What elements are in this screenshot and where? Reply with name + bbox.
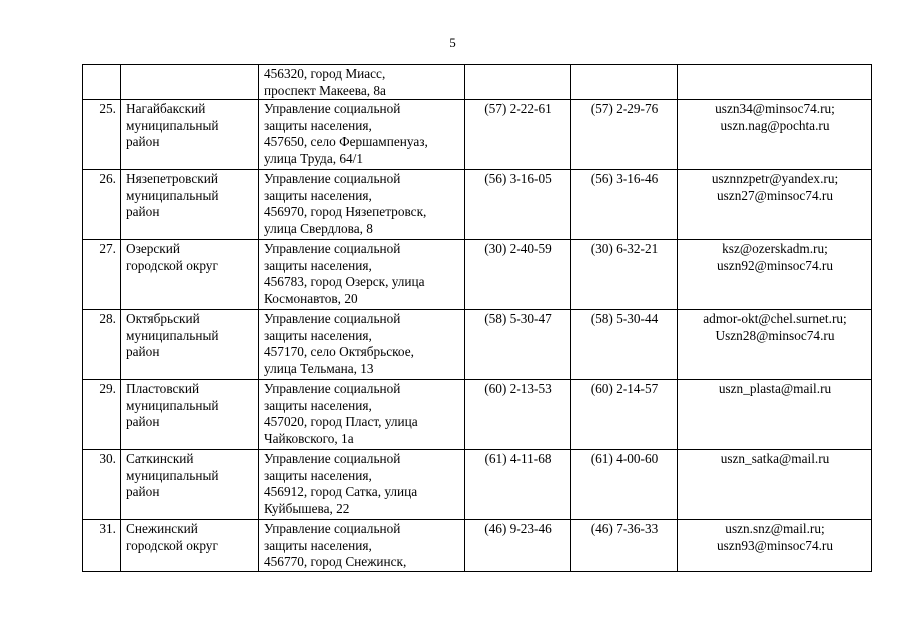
phone-number: (61) 4-11-68 <box>465 450 571 520</box>
row-number: 25. <box>83 100 121 170</box>
table-row <box>83 520 872 572</box>
email-address: uszn34@minsoc74.ru; uszn.nag@pochta.ru <box>678 100 872 170</box>
email-address: ksz@ozerskadm.ru; uszn92@minsoc74.ru <box>678 240 872 310</box>
row-number: 26. <box>83 170 121 240</box>
row-number: 30. <box>83 450 121 520</box>
fax-number: (30) 6-32-21 <box>571 240 678 310</box>
row-number <box>83 65 121 100</box>
fax-number: (46) 7-36-33 <box>571 520 678 572</box>
table-row <box>83 450 872 520</box>
office-address: Управление социальной защиты населения, 457020, город Пласт, улица Чайковского, 1а <box>259 380 465 450</box>
municipality-name: Октябрьский муниципальный район <box>121 310 259 380</box>
municipality-name: Нязепетровский муниципальный район <box>121 170 259 240</box>
fax-number <box>571 65 678 100</box>
email-address <box>678 65 872 100</box>
fax-number: (58) 5-30-44 <box>571 310 678 380</box>
table-row <box>83 380 872 450</box>
municipality-name: Нагайбакский муниципальный район <box>121 100 259 170</box>
municipality-name: Пластовский муниципальный район <box>121 380 259 450</box>
email-address: usznnzpetr@yandex.ru; uszn27@minsoc74.ru <box>678 170 872 240</box>
phone-number: (56) 3-16-05 <box>465 170 571 240</box>
row-number: 28. <box>83 310 121 380</box>
phone-number <box>465 65 571 100</box>
table-row <box>83 310 872 380</box>
municipality-name: Озерский городской округ <box>121 240 259 310</box>
office-address: Управление социальной защиты населения, 456970, город Нязепетровск, улица Свердлова, 8 <box>259 170 465 240</box>
municipality-name: Саткинский муниципальный район <box>121 450 259 520</box>
office-address: 456320, город Миасс, проспект Макеева, 8а <box>259 65 465 100</box>
page-number: 5 <box>449 35 456 50</box>
municipality-name: Снежинский городской округ <box>121 520 259 572</box>
office-address: Управление социальной защиты населения, 457650, село Фершампенуаз, улица Труда, 64/1 <box>259 100 465 170</box>
office-address: Управление социальной защиты населения, 457170, село Октябрьское, улица Тельмана, 13 <box>259 310 465 380</box>
fax-number: (57) 2-29-76 <box>571 100 678 170</box>
email-address: admor-okt@chel.surnet.ru; Uszn28@minsoc74.ru <box>678 310 872 380</box>
table-row <box>83 240 872 310</box>
office-address: Управление социальной защиты населения, 456783, город Озерск, улица Космонавтов, 20 <box>259 240 465 310</box>
fax-number: (56) 3-16-46 <box>571 170 678 240</box>
phone-number: (46) 9-23-46 <box>465 520 571 572</box>
office-address: Управление социальной защиты населения, 456912, город Сатка, улица Куйбышева, 22 <box>259 450 465 520</box>
fax-number: (60) 2-14-57 <box>571 380 678 450</box>
email-address: uszn_satka@mail.ru <box>678 450 872 520</box>
email-address: uszn.snz@mail.ru; uszn93@minsoc74.ru <box>678 520 872 572</box>
row-number: 29. <box>83 380 121 450</box>
email-address: uszn_plasta@mail.ru <box>678 380 872 450</box>
phone-number: (30) 2-40-59 <box>465 240 571 310</box>
phone-number: (60) 2-13-53 <box>465 380 571 450</box>
phone-number: (58) 5-30-47 <box>465 310 571 380</box>
table-row <box>83 100 872 170</box>
row-number: 27. <box>83 240 121 310</box>
table-row <box>83 170 872 240</box>
row-number: 31. <box>83 520 121 572</box>
fax-number: (61) 4-00-60 <box>571 450 678 520</box>
office-address: Управление социальной защиты населения, 456770, город Снежинск, <box>259 520 465 572</box>
table-row-continued <box>83 65 872 100</box>
municipality-name <box>121 65 259 100</box>
social-protection-directory-table <box>82 64 872 572</box>
phone-number: (57) 2-22-61 <box>465 100 571 170</box>
